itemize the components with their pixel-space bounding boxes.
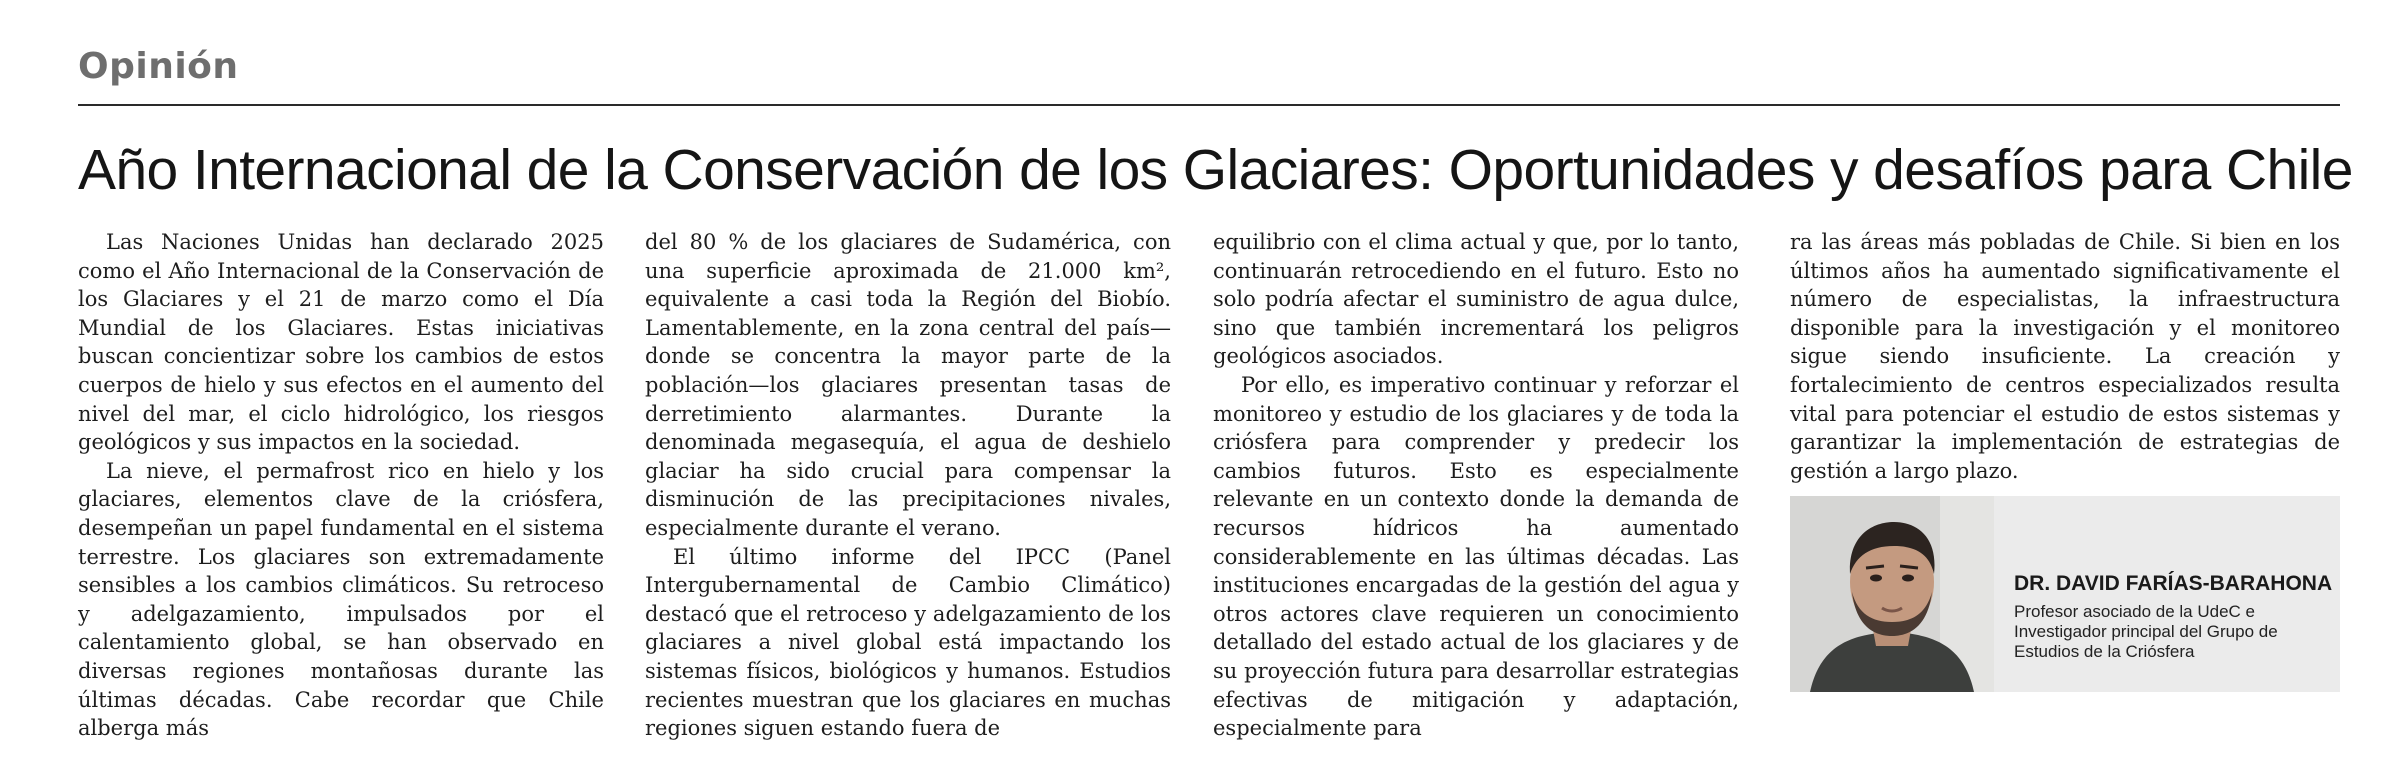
paragraph: El último informe del IPCC (Panel Intergubernamental de Cambio Climático) destacó que el retroceso y adelgazamiento de los glaciares a nivel global está impactando los sistemas físicos, biológicos y humanos. Estudios recientes muestran que los glaciares en muchas regiones siguen estando fuera de	[645, 544, 1171, 741]
article-column-1	[78, 228, 604, 743]
paragraph: ra las áreas más pobladas de Chile. Si bien en los últimos años ha aumentado significativamente el número de especialistas, la infraestructura disponible para la investigación y el monitoreo sigue siendo insuficiente. La creación y fortalecimiento de centros especializados resulta vital para potenciar el estudio de estos sistemas y garantizar la implementación de estrategias de gestión a largo plazo.	[1790, 230, 2340, 483]
section-label: Opinión	[78, 46, 239, 87]
paragraph: equilibrio con el clima actual y que, por lo tanto, continuarán retrocediendo en el futuro. Esto no solo podría afectar el suministro de agua dulce, sino que también incrementará los peligros geológicos asociados.	[1213, 230, 1739, 369]
article-column-3	[1213, 228, 1739, 743]
author-portrait-icon	[1790, 496, 1994, 692]
paragraph: Por ello, es imperativo continuar y reforzar el monitoreo y estudio de los glaciares y de toda la criósfera para comprender y predecir los cambios futuros. Esto es especialmente relevante en un contexto donde la demanda de recursos hídricos ha aumentado considerablemente en las últimas décadas. Las instituciones encargadas de la gestión del agua y otros actores clave requieren un conocimiento detallado del estado actual de los glaciares y de su proyección futura para desarrollar estrategias efectivas de mitigación y adaptación, especialmente para	[1213, 372, 1739, 741]
paragraph: del 80 % de los glaciares de Sudamérica, con una superficie aproximada de 21.000 km², equivalente a casi toda la Región del Biobío. Lamentablemente, en la zona central del país—donde se concentra la mayor parte de la población—los glaciares presentan tasas de derretimiento alarmantes. Durante la denominada megasequía, el agua de deshielo glaciar ha sido crucial para compensar la disminución de las precipitaciones nivales, especialmente durante el verano.	[645, 230, 1171, 540]
article-column-4	[1790, 228, 2340, 485]
section-rule	[78, 104, 2340, 106]
paragraph: La nieve, el permafrost rico en hielo y los glaciares, elementos clave de la criósfera, desempeñan un papel fundamental en el sistema terrestre. Los glaciares son extremadamente sensibles a los cambios climáticos. Su retroceso y adelgazamiento, impulsados por el calentamiento global, se han observado en diversas regiones montañosas durante las últimas décadas. Cabe recordar que Chile alberga más	[78, 458, 604, 741]
author-role: Profesor asociado de la UdeC e Investigador principal del Grupo de Estudios de la Criósfera	[2014, 602, 2278, 661]
author-name: DR. DAVID FARÍAS-BARAHONA	[2014, 572, 2333, 595]
article-column-2	[645, 228, 1171, 743]
author-box	[1790, 496, 2340, 692]
author-photo	[1790, 496, 1994, 692]
paragraph: Las Naciones Unidas han declarado 2025 como el Año Internacional de la Conservación de los Glaciares y el 21 de marzo como el Día Mundial de los Glaciares. Estas iniciativas buscan concientizar sobre los cambios de estos cuerpos de hielo y sus efectos en el aumento del nivel del mar, el ciclo hidrológico, los riesgos geológicos y sus impactos en la sociedad.	[78, 230, 604, 455]
headline: Año Internacional de la Conservación de los Glaciares: Oportunidades y desafíos para Chile	[78, 138, 2353, 202]
